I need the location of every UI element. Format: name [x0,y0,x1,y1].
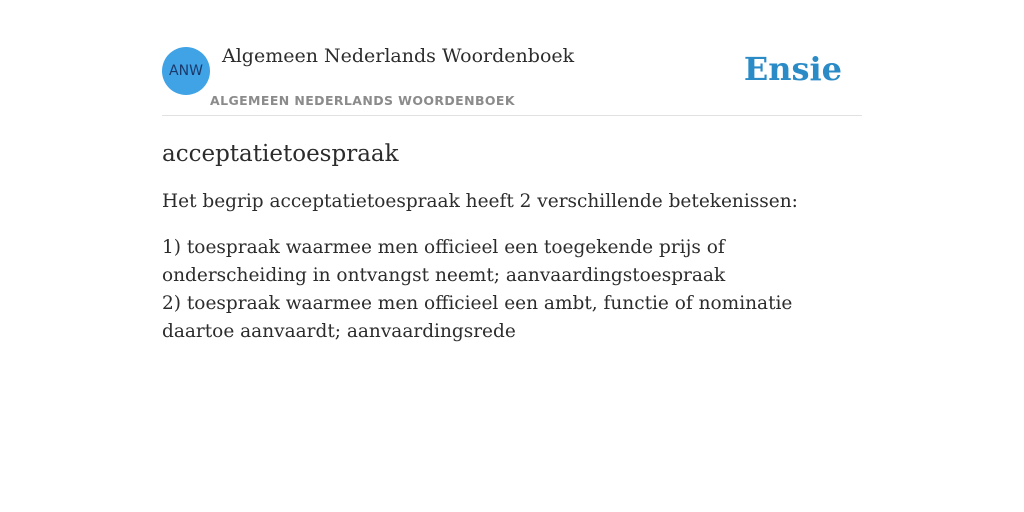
logo-text: ANW [169,63,203,79]
source-subtitle: ALGEMEEN NEDERLANDS WOORDENBOEK [210,93,515,108]
meanings-list [162,234,862,346]
entry-intro: Het begrip acceptatietoespraak heeft 2 verschillende betekenissen: [162,191,798,212]
entry-word: acceptatietoespraak [162,141,399,167]
source-title[interactable]: Algemeen Nederlands Woordenboek [222,45,575,67]
ensie-logo-link[interactable]: Ensie [743,50,842,88]
meaning-item: 1) toespraak waarmee men officieel een toegekende prijs of onderscheiding in ontvangst neemt; aanvaardingstoespraak [162,237,726,286]
entry-content [162,138,862,346]
meaning-item: 2) toespraak waarmee men officieel een ambt, functie of nominatie daartoe aanvaardt; aanvaardingsrede [162,293,793,342]
anw-logo[interactable] [162,47,210,95]
source-header [162,40,862,116]
